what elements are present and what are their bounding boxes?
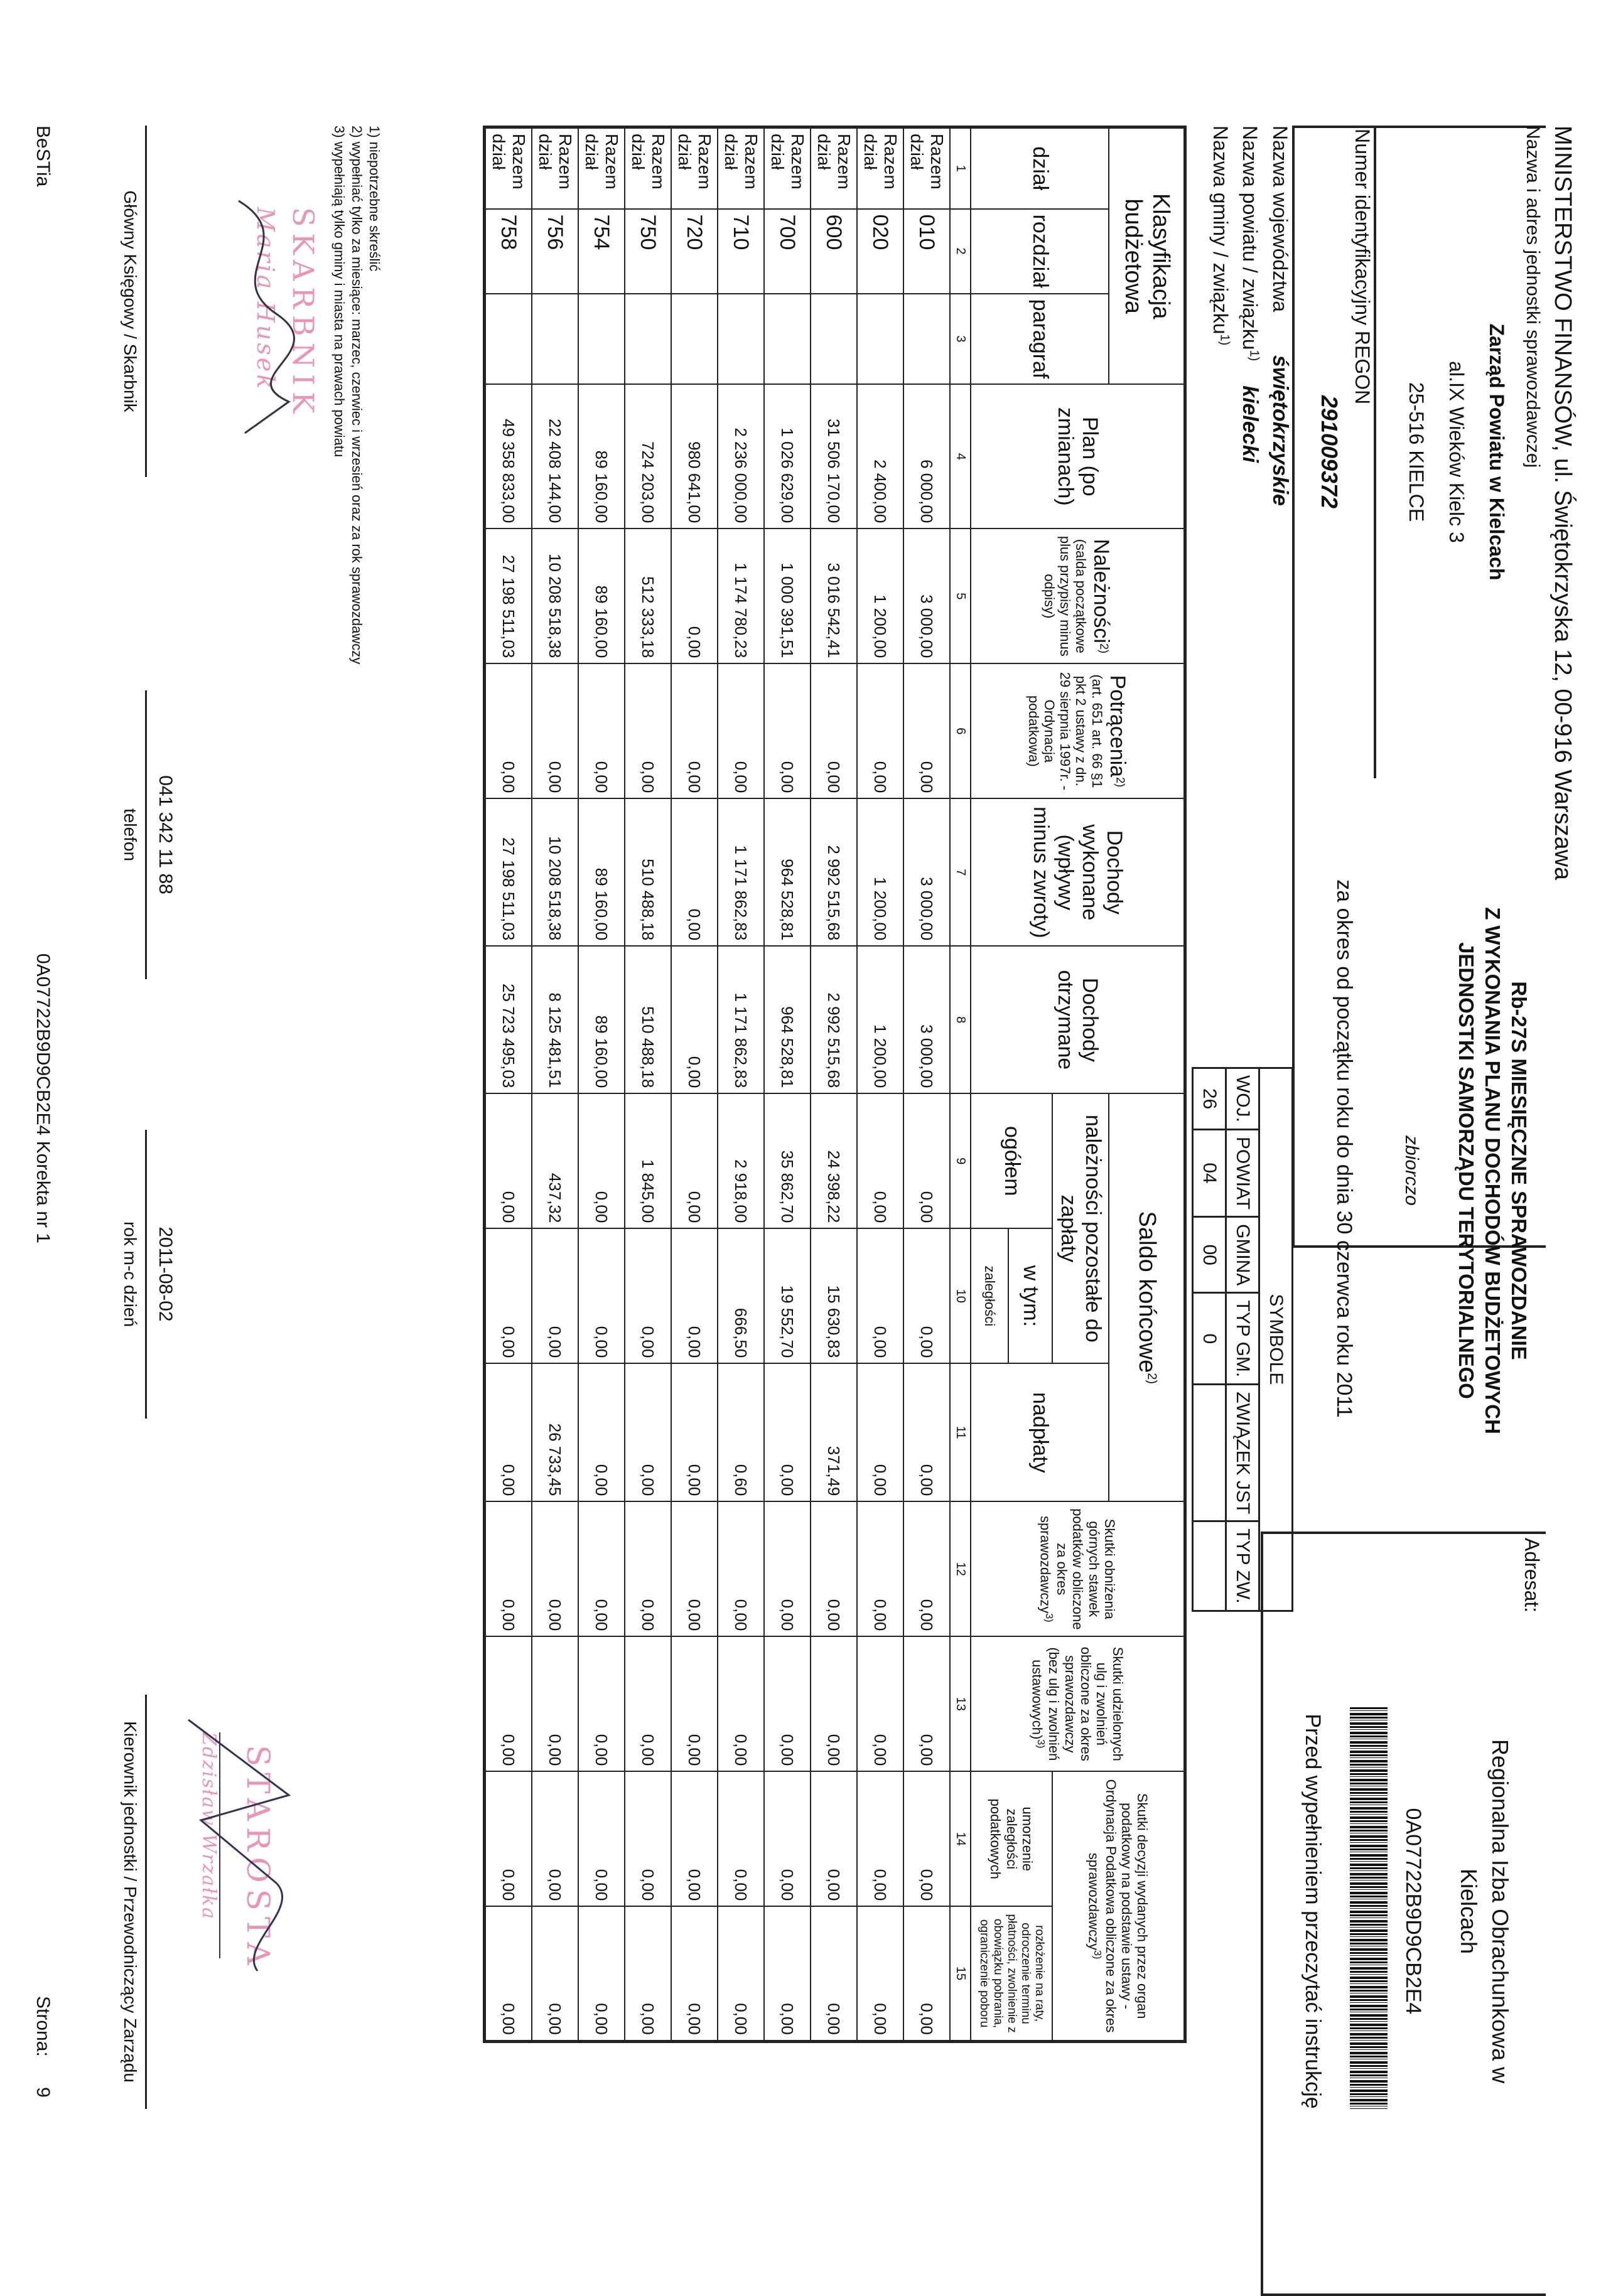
amount-cell: 0,00: [625, 1636, 671, 1771]
amount-cell: 0,00: [811, 1501, 857, 1636]
row-dzial-code: 758: [485, 209, 532, 294]
ministry-header: MINISTERSTWO FINANSÓW, ul. Świętokrzyska 12, 00-916 Warszawa: [1550, 126, 1576, 881]
column-number: 6: [950, 663, 971, 798]
amount-cell: 0,00: [903, 663, 950, 798]
column-number: 12: [950, 1501, 971, 1636]
date-field: [120, 1130, 176, 1419]
skutki-decyzji-footnote-mark: 3): [1092, 1950, 1103, 1960]
amount-cell: 10 208 518,38: [532, 528, 578, 663]
amount-cell: 89 160,00: [578, 528, 625, 663]
amount-cell: 371,49: [811, 1363, 857, 1501]
table-row: [811, 127, 857, 2042]
amount-cell: 0,00: [811, 663, 857, 798]
page-number: 9: [33, 2087, 53, 2098]
row-dzial-code: 700: [764, 209, 811, 294]
amount-cell: 1 171 862,83: [718, 946, 764, 1093]
row-dzial-code: 710: [718, 209, 764, 294]
row-paragraf-cell: [625, 294, 671, 385]
amount-cell: 6 000,00: [903, 384, 950, 528]
row-paragraf-cell: [903, 294, 950, 385]
ksiegowy-caption: Główny Księgowy / Skarbnik: [121, 190, 140, 412]
amount-cell: 0,00: [485, 1771, 532, 1906]
row-dzial-code: 720: [671, 209, 718, 294]
unit-street: al.IX Wieków Kielc 3: [1445, 361, 1468, 543]
skarbnik-stamp: SKARBNIK: [286, 207, 320, 420]
symbols-table: [1192, 1067, 1293, 1612]
unit-city: 25-516 KIELCE: [1405, 382, 1428, 522]
location-woj: [1268, 126, 1292, 506]
symbol-header: ZWIĄZEK JST: [1226, 1385, 1259, 1521]
row-label: Razem dział: [485, 127, 532, 209]
row-dzial-code: 010: [903, 209, 950, 294]
amount-cell: 0,00: [671, 798, 718, 946]
skutki-ulg-text: Skutki udzielonych ulg i zwolnień obliczone za okres sprawozdawczy (bez ulg i zwolnień ustawowych): [1029, 1646, 1126, 1761]
amount-cell: 26 733,45: [532, 1363, 578, 1501]
amount-cell: 666,50: [718, 1228, 764, 1363]
amount-cell: 0,00: [671, 946, 718, 1093]
amount-cell: 0,00: [485, 663, 532, 798]
header-skutki-obnizenia: [971, 1501, 1185, 1636]
header-naleznosci: [971, 528, 1185, 663]
correction-note: 0A07722B9D9CB2E4 Korekta nr 1: [33, 953, 53, 1243]
amount-cell: 3 000,00: [903, 946, 950, 1093]
row-paragraf-cell: [578, 294, 625, 385]
amount-cell: 0,00: [857, 1093, 903, 1228]
amount-cell: 0,00: [578, 1363, 625, 1501]
amount-cell: 0,00: [903, 1906, 950, 2041]
kierownik-caption: Kierownik jednostki / Przewodniczący Zarządu: [121, 1721, 140, 2083]
amount-cell: 1 171 862,83: [718, 798, 764, 946]
amount-cell: 510 488,18: [625, 946, 671, 1093]
column-number: 4: [950, 384, 971, 528]
row-label: Razem dział: [764, 127, 811, 209]
amount-cell: 3 000,00: [903, 798, 950, 946]
amount-cell: 0,00: [857, 1771, 903, 1906]
location-gmina: [1209, 126, 1232, 345]
amount-cell: 15 630,83: [811, 1228, 857, 1363]
powiat-value: kielecki: [1238, 385, 1262, 463]
footnotes: [330, 126, 383, 664]
telefon-caption: telefon: [121, 808, 140, 862]
skutki-obnizenia-text: Skutki obniżenia górnych stawek podatków obliczone za okres sprawozdawczy: [1037, 1508, 1118, 1630]
amount-cell: 2 992 515,68: [811, 946, 857, 1093]
amount-cell: 0,00: [764, 663, 811, 798]
symbol-value-powiat: 04: [1193, 1130, 1226, 1217]
row-dzial-code: 756: [532, 209, 578, 294]
barcode-icon: [1350, 1707, 1388, 2109]
column-number-row: [950, 127, 971, 2042]
powiat-footnote-mark: 1): [1247, 350, 1261, 362]
symbol-value-typ-zw: [1193, 1521, 1226, 1611]
date-caption: rok m-c dzień: [121, 1221, 140, 1328]
column-number: 13: [950, 1636, 971, 1771]
amount-cell: 437,32: [532, 1093, 578, 1228]
page-indicator: [32, 1996, 53, 2098]
header-umorzenie: umorzenie zaległości podatkowych: [971, 1771, 1052, 1906]
amount-cell: 0,00: [718, 1906, 764, 2041]
woj-label: Nazwa województwa: [1269, 126, 1291, 313]
symbol-header: TYP ZW.: [1226, 1521, 1259, 1611]
amount-cell: 89 160,00: [578, 798, 625, 946]
date-value: 2011-08-02: [145, 1130, 176, 1419]
row-paragraf-cell: [857, 294, 903, 385]
ksiegowy-signature: [120, 126, 176, 477]
amount-cell: 10 208 518,38: [532, 798, 578, 946]
symbol-value-zwiazek: [1193, 1385, 1226, 1521]
amount-cell: 1 200,00: [857, 798, 903, 946]
amount-cell: 2 918,00: [718, 1093, 764, 1228]
amount-cell: 0,00: [903, 1771, 950, 1906]
column-number: 5: [950, 528, 971, 663]
address-label: Nazwa i adres jednostki sprawozdawczej: [1523, 126, 1543, 468]
potracenia-footnote-mark: 2): [1114, 777, 1127, 788]
row-paragraf-cell: [532, 294, 578, 385]
header-paragraf: paragraf: [971, 294, 1109, 385]
telefon-field: [120, 690, 176, 979]
amount-cell: 31 506 170,00: [811, 384, 857, 528]
adresat-line-1: Regionalna Izba Obrachunkowa w: [1487, 1739, 1513, 2084]
amount-cell: 0,00: [671, 1501, 718, 1636]
starosta-signature-icon: [170, 1695, 314, 1983]
amount-cell: 0,00: [671, 1363, 718, 1501]
amount-cell: 0,60: [718, 1363, 764, 1501]
table-row: [625, 127, 671, 2042]
amount-cell: 0,00: [857, 1501, 903, 1636]
header-zaleglosci: zaległości: [971, 1228, 1008, 1363]
column-number: 14: [950, 1771, 971, 1906]
amount-cell: 0,00: [764, 1906, 811, 2041]
amount-cell: 0,00: [671, 1093, 718, 1228]
table-row: [485, 127, 532, 2042]
amount-cell: 0,00: [857, 1906, 903, 2041]
amount-cell: 0,00: [718, 1636, 764, 1771]
ksiegowy-signature-line: [145, 126, 176, 477]
amount-cell: 1 845,00: [625, 1093, 671, 1228]
amount-cell: 0,00: [532, 1501, 578, 1636]
row-label: Razem dział: [857, 127, 903, 209]
regon-label: Numer identyfikacyjny REGON: [1351, 129, 1374, 405]
amount-cell: 0,00: [578, 1093, 625, 1228]
symbols-title: SYMBOLE: [1259, 1068, 1293, 1611]
amount-cell: 0,00: [671, 1228, 718, 1363]
header-ogolem: ogółem: [971, 1093, 1052, 1228]
column-number: 7: [950, 798, 971, 946]
saldo-title: Saldo końcowe: [1133, 1211, 1160, 1373]
row-dzial-code: 020: [857, 209, 903, 294]
footnote-2: 2) wypełniać tylko za miesiące: marzec, czerwiec i wrzesień oraz za rok sprawozdawczy: [349, 126, 365, 665]
amount-cell: 0,00: [764, 1771, 811, 1906]
amount-cell: 0,00: [764, 1636, 811, 1771]
amount-cell: 1 000 391,51: [764, 528, 811, 663]
skutki-ulg-footnote-mark: 3): [1035, 1739, 1047, 1749]
amount-cell: 0,00: [903, 1636, 950, 1771]
header-rozlozenie: rozłożenie na raty, odroczenie terminu płatności, zwolnienie z obowiązku pobrania, ograniczenie poboru: [971, 1906, 1052, 2041]
header-nadplaty: nadpłaty: [971, 1363, 1109, 1501]
header-dochody-wykonane: Dochody wykonane (wpływy minus zwroty): [971, 798, 1185, 946]
header-dzial: dział: [971, 127, 1109, 209]
report-period: za okres od początku roku do dnia 30 czerwca roku 2011: [1332, 879, 1356, 1418]
amount-cell: 2 400,00: [857, 384, 903, 528]
potracenia-title: Potrącenia: [1105, 675, 1129, 778]
powiat-label: Nazwa powiatu / związku: [1239, 126, 1261, 350]
amount-cell: 0,00: [625, 1906, 671, 2041]
naleznosci-desc: (salda początkowe plus przypisy minus odpisy): [1041, 535, 1089, 657]
amount-cell: 0,00: [532, 1906, 578, 2041]
amount-cell: 19 552,70: [764, 1228, 811, 1363]
amount-cell: 0,00: [625, 1363, 671, 1501]
amount-cell: 0,00: [625, 1771, 671, 1906]
adresat-line-2: Kielcach: [1456, 1868, 1482, 1955]
header-klasyfikacja: Klasyfikacja budżetowa: [1109, 127, 1185, 385]
row-dzial-code: 750: [625, 209, 671, 294]
amount-cell: 0,00: [578, 1771, 625, 1906]
row-dzial-code: 754: [578, 209, 625, 294]
amount-cell: 510 488,18: [625, 798, 671, 946]
amount-cell: 0,00: [485, 1363, 532, 1501]
amount-cell: 0,00: [532, 1228, 578, 1363]
amount-cell: 2 236 000,00: [718, 384, 764, 528]
column-number: 3: [950, 294, 971, 385]
amount-cell: 0,00: [532, 1636, 578, 1771]
amount-cell: 35 862,70: [764, 1093, 811, 1228]
amount-cell: 0,00: [625, 663, 671, 798]
report-title: [1453, 816, 1532, 1525]
amount-cell: 0,00: [671, 528, 718, 663]
amount-cell: 0,00: [764, 1363, 811, 1501]
table-body: [485, 127, 951, 2042]
telefon-value: 041 342 11 88: [145, 690, 176, 979]
skutki-obnizenia-footnote-mark: 3): [1043, 1613, 1054, 1623]
amount-cell: 3 016 542,41: [811, 528, 857, 663]
symbol-value-gmina: 00: [1193, 1217, 1226, 1293]
adresat-code: 0A07722B9D9CB2E4: [1401, 1808, 1425, 2015]
amount-cell: 0,00: [857, 1636, 903, 1771]
amount-cell: 3 000,00: [903, 528, 950, 663]
software-name: BeSTia: [33, 126, 53, 187]
amount-cell: 24 398,22: [811, 1093, 857, 1228]
amount-cell: 25 723 495,03: [485, 946, 532, 1093]
regon-value: 291009372: [1317, 395, 1342, 509]
naleznosci-title: Należności: [1089, 539, 1114, 643]
instruction-note: Przed wypełnieniem przeczytać instrukcję: [1301, 1714, 1325, 2109]
table-row: [903, 127, 950, 2042]
location-powiat: [1237, 126, 1262, 463]
potracenia-desc: (art. 651 art. 66 §1 pkt 2 ustawy z dn. 29 sierpnia 1997r. - Ordynacja podatkowa): [1025, 672, 1105, 790]
column-number: 2: [950, 209, 971, 294]
amount-cell: 1 200,00: [857, 946, 903, 1093]
header-rozdzial: rozdział: [971, 209, 1109, 294]
skarbnik-signature-icon: [213, 188, 314, 452]
symbol-header: TYP GM.: [1226, 1293, 1259, 1385]
amount-cell: 0,00: [811, 1906, 857, 2041]
header-plan: Plan (po zmianach): [971, 384, 1185, 528]
row-paragraf-cell: [811, 294, 857, 385]
gmina-label: Nazwa gminy / związku: [1209, 126, 1232, 335]
starosta-stamp: STAROSTA: [240, 1745, 276, 1971]
amount-cell: 0,00: [811, 1636, 857, 1771]
amount-cell: 0,00: [903, 1228, 950, 1363]
amount-cell: 1 200,00: [857, 528, 903, 663]
header-dochody-otrzymane: Dochody otrzymane: [971, 946, 1185, 1093]
column-number: 11: [950, 1363, 971, 1501]
amount-cell: 980 641,00: [671, 384, 718, 528]
amount-cell: 0,00: [718, 1501, 764, 1636]
amount-cell: 0,00: [578, 1636, 625, 1771]
kierownik-signature: [120, 1695, 176, 2109]
page-label: Strona:: [33, 1996, 53, 2057]
row-paragraf-cell: [485, 294, 532, 385]
header-saldo: [1109, 1093, 1185, 1501]
amount-cell: 8 125 481,51: [532, 946, 578, 1093]
amount-cell: 0,00: [671, 1771, 718, 1906]
header-potracenia: [971, 663, 1185, 798]
amount-cell: 49 358 833,00: [485, 384, 532, 528]
row-label: Razem dział: [811, 127, 857, 209]
title-line-2: Z WYKONANIA PLANU DOCHODÓW BUDŻETOWYCH: [1481, 907, 1504, 1434]
amount-cell: 0,00: [485, 1636, 532, 1771]
amount-cell: 0,00: [671, 1906, 718, 2041]
amount-cell: 964 528,81: [764, 946, 811, 1093]
amount-cell: 0,00: [903, 1363, 950, 1501]
skutki-decyzji-text: Skutki decyzji wydanych przez organ podatkowy na podstawie ustawy - Ordynacja Podatkowa obliczone za okres sprawozdawczy: [1086, 1779, 1151, 2033]
header-w-tym: w tym:: [1008, 1228, 1052, 1363]
amount-cell: 0,00: [485, 1228, 532, 1363]
column-number: 8: [950, 946, 971, 1093]
table-row: [532, 127, 578, 2042]
amount-cell: 0,00: [764, 1501, 811, 1636]
naleznosci-footnote-mark: 2): [1098, 643, 1111, 653]
column-number: 15: [950, 1906, 971, 2041]
row-label: Razem dział: [903, 127, 950, 209]
amount-cell: 0,00: [718, 1771, 764, 1906]
title-line-3: JEDNOSTKI SAMORZĄDU TERYTORIALNEGO: [1455, 942, 1478, 1399]
footnote-3: 3) wypełniają tylko gminy i miasta na prawach powiatu: [332, 126, 347, 458]
amount-cell: 0,00: [532, 1771, 578, 1906]
woj-value: świętokrzyskie: [1268, 355, 1292, 506]
row-label: Razem dział: [578, 127, 625, 209]
header-skutki-ulg: [971, 1636, 1185, 1771]
amount-cell: 0,00: [625, 1228, 671, 1363]
row-paragraf-cell: [718, 294, 764, 385]
row-label: Razem dział: [718, 127, 764, 209]
symbol-value-typ-gm: 0: [1193, 1293, 1226, 1385]
amount-cell: 724 203,00: [625, 384, 671, 528]
header-nal-pozostale: należności pozostałe do zapłaty: [1052, 1093, 1109, 1363]
amount-cell: 0,00: [485, 1501, 532, 1636]
row-dzial-code: 600: [811, 209, 857, 294]
table-row: [578, 127, 625, 2042]
amount-cell: 89 160,00: [578, 384, 625, 528]
table-row: [857, 127, 903, 2042]
table-row: [764, 127, 811, 2042]
amount-cell: 0,00: [671, 663, 718, 798]
amount-cell: 0,00: [671, 1636, 718, 1771]
row-label: Razem dział: [532, 127, 578, 209]
unit-name: Zarząd Powiatu w Kielcach: [1485, 323, 1508, 581]
symbol-header: GMINA: [1226, 1217, 1259, 1293]
title-line-1: Rb-27S MIESIĘCZNE SPRAWOZDANIE: [1507, 981, 1531, 1360]
saldo-footnote-mark: 2): [1145, 1373, 1159, 1385]
amount-cell: 0,00: [578, 663, 625, 798]
amount-cell: 0,00: [903, 1093, 950, 1228]
row-paragraf-cell: [671, 294, 718, 385]
column-number: 1: [950, 127, 971, 209]
amount-cell: 512 333,18: [625, 528, 671, 663]
footnote-1: 1) niepotrzebne skreślić: [367, 126, 382, 272]
symbol-value-woj: 26: [1193, 1068, 1226, 1130]
header-skutki-decyzji: [1052, 1771, 1185, 2041]
starosta-stamp-name: Zdzisław Wrzałka: [198, 1732, 220, 1920]
skarbnik-stamp-name: Maria Husek: [252, 207, 279, 392]
amount-cell: 0,00: [578, 1501, 625, 1636]
amount-cell: 0,00: [811, 1771, 857, 1906]
amount-cell: 0,00: [857, 1228, 903, 1363]
amount-cell: 0,00: [485, 1093, 532, 1228]
amount-cell: 22 408 144,00: [532, 384, 578, 528]
amount-cell: 1 026 629,00: [764, 384, 811, 528]
adresat-label: Adresat:: [1521, 1538, 1543, 1613]
symbol-header: WOJ.: [1226, 1068, 1259, 1130]
amount-cell: 0,00: [625, 1501, 671, 1636]
amount-cell: 0,00: [485, 1906, 532, 2041]
gmina-footnote-mark: 1): [1217, 334, 1232, 346]
amount-cell: 0,00: [532, 663, 578, 798]
report-subtitle: zbiorczo: [1401, 1135, 1422, 1206]
amount-cell: 2 992 515,68: [811, 798, 857, 946]
amount-cell: 0,00: [903, 1501, 950, 1636]
kierownik-signature-line: [145, 1695, 176, 2109]
amount-cell: 27 198 511,03: [485, 528, 532, 663]
amount-cell: 0,00: [578, 1228, 625, 1363]
row-paragraf-cell: [764, 294, 811, 385]
amount-cell: 0,00: [857, 663, 903, 798]
row-label: Razem dział: [625, 127, 671, 209]
table-row: [718, 127, 764, 2042]
amount-cell: 27 198 511,03: [485, 798, 532, 946]
row-label: Razem dział: [671, 127, 718, 209]
budget-table: [483, 126, 1187, 2043]
table-row: [671, 127, 718, 2042]
amount-cell: 0,00: [578, 1906, 625, 2041]
amount-cell: 89 160,00: [578, 946, 625, 1093]
symbol-header: POWIAT: [1226, 1130, 1259, 1217]
column-number: 9: [950, 1093, 971, 1228]
amount-cell: 0,00: [857, 1363, 903, 1501]
amount-cell: 0,00: [718, 663, 764, 798]
column-number: 10: [950, 1228, 971, 1363]
amount-cell: 964 528,81: [764, 798, 811, 946]
amount-cell: 1 174 780,23: [718, 528, 764, 663]
